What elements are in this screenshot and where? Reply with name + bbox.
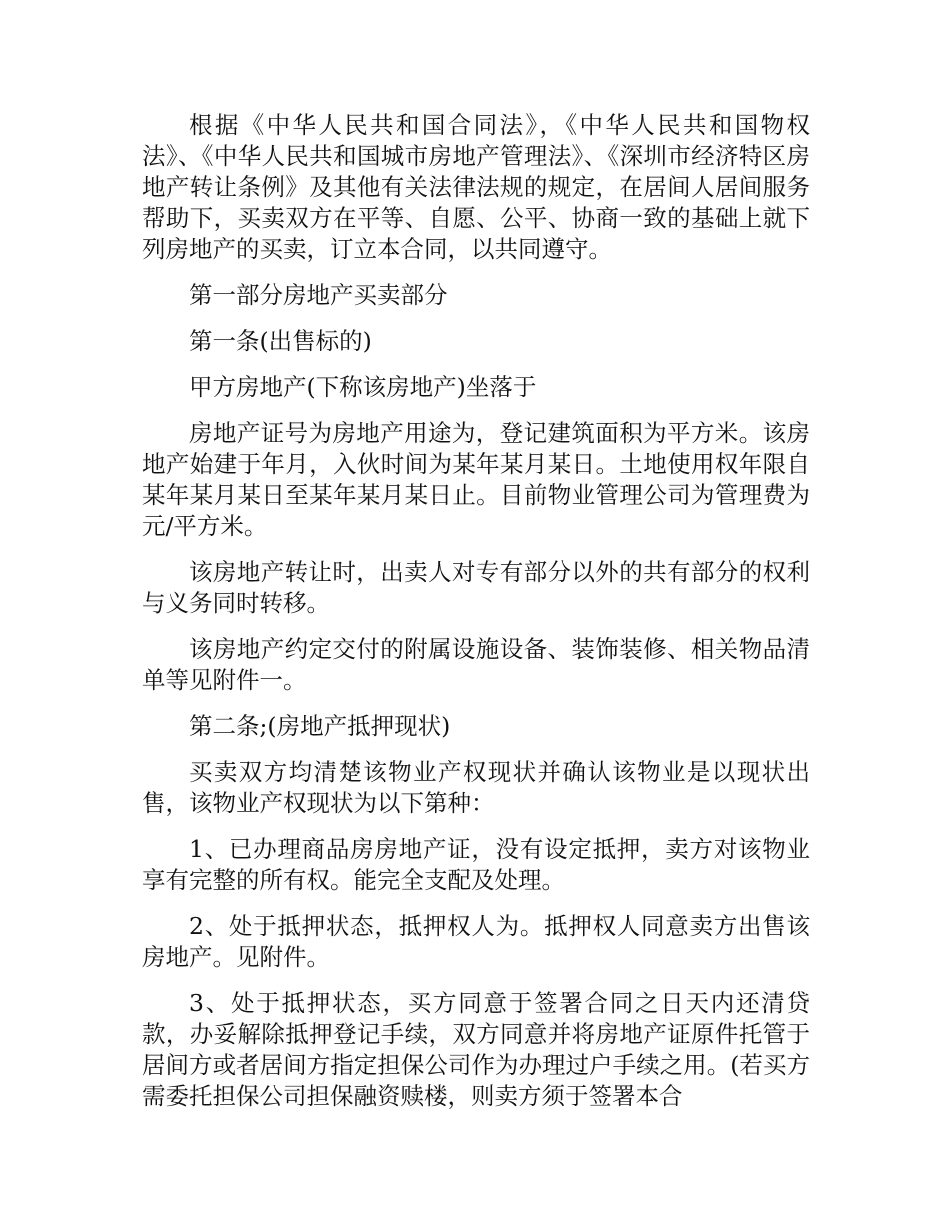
- property-status-paragraph: 买卖双方均清楚该物业产权现状并确认该物业是以现状出售，该物业产权现状为以下第种：: [142, 758, 810, 817]
- part-one-heading: 第一部分房地产买卖部分: [189, 281, 448, 309]
- status-option-3: 3、处于抵押状态，买方同意于签署合同之日天内还清贷款，办妥解除抵押登记手续，双方同意并将房地产证原件托管于居间方或者居间方指定担保公司作为办理过户手续之用。(若买方需委托担保公司担保融资赎楼，则卖方须于签署本合: [142, 989, 810, 1110]
- article-two-heading: 第二条;(房地产抵押现状): [189, 712, 451, 740]
- article-one-heading: 第一条(出售标的): [189, 327, 372, 355]
- document-page: [142, 110, 810, 1127]
- status-option-1: 1、已办理商品房房地产证，没有设定抵押，卖方对该物业享有完整的所有权。能完全支配及处理。: [142, 835, 810, 894]
- attachments-paragraph: 该房地产约定交付的附属设施设备、装饰装修、相关物品清单等见附件一。: [142, 635, 810, 694]
- status-option-2: 2、处于抵押状态，抵押权人为。抵押权人同意卖方出售该房地产。见附件。: [142, 912, 810, 971]
- property-location-paragraph: 甲方房地产(下称该房地产)坐落于: [189, 373, 537, 401]
- shared-rights-paragraph: 该房地产转让时，出卖人对专有部分以外的共有部分的权利与义务同时转移。: [142, 558, 810, 617]
- property-details-paragraph: 房地产证号为房地产用途为，登记建筑面积为平方米。该房地产始建于年月，入伙时间为某年某月某日。土地使用权年限自某年某月某日至某年某月某日止。目前物业管理公司为管理费为元/平方米。: [142, 419, 810, 540]
- intro-paragraph: 根据《中华人民共和国合同法》，《中华人民共和国物权法》、《中华人民共和国城市房地产管理法》、《深圳市经济特区房地产转让条例》及其他有关法律法规的规定，在居间人居间服务帮助下，买卖双方在平等、自愿、公平、协商一致的基础上就下列房地产的买卖，订立本合同，以共同遵守。: [142, 111, 810, 263]
